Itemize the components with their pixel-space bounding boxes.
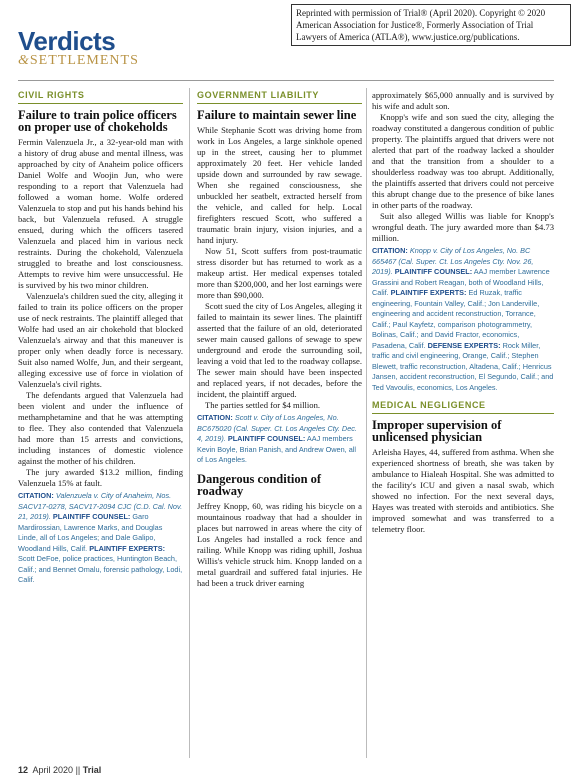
- case-info: [197, 413, 362, 466]
- paragraph: The parties settled for $4 million.: [205, 400, 321, 410]
- page-footer: [18, 765, 101, 775]
- logo-ampersand: &: [18, 53, 30, 68]
- paragraph: The jury awarded $13.2 million, finding Valenzuela 15% at fault.: [18, 467, 183, 488]
- article-headline: Dangerous condition of roadway: [197, 471, 322, 498]
- footer-separator: ||: [75, 765, 81, 775]
- column-civil-rights: [18, 90, 183, 586]
- plaintiff-experts-text: Scott DeFoe, police practices, Huntington Beach, Calif.; and Bennet Omalu, forensic pathology, Lodi, Calif.: [18, 554, 183, 584]
- paragraph: Valenzuela's children sued the city, alleging it failed to train its police officers on the proper use of neck restraints. The plaintiff alleged that Wolfe had used an air chokehold that blocked Valenzuela's airway and that this maneuver is proper only when deadly force is necessary. Suit also named Wolfe, Jun, and their sergeant, alleging excessive use of force in violation of Valenzuela's civil rights.: [18, 291, 183, 389]
- article-headline: Failure to train police officers on proper use of chokeholds: [18, 108, 177, 134]
- case-info: [372, 246, 554, 393]
- plaintiff-experts-label: PLAINTIFF EXPERTS:: [390, 288, 467, 297]
- paragraph: Suit also alleged Willis was liable for Knopp's wrongful death. The jury awarded more than $4.73 million.: [372, 211, 554, 243]
- citation-label: CITATION:: [372, 246, 408, 255]
- permission-notice: Reprinted with permission of Trial® (April 2020). Copyright © 2020 American Association for Justice®, Formerly Association of Trial Lawyers of America (ATLA®), www.justice.org/publications.: [291, 4, 571, 46]
- defense-experts-text: Rock Miller, traffic and civil engineering, Orange, Calif.; Stephen Blewett, traffic reconstruction, Altadena, Calif.; Henricus Jansen, accident reconstruction, El Segundo, Calif.; and Ted Vavoulis, economics, Los Angeles.: [372, 340, 554, 392]
- verdicts-settlements-logo: [18, 28, 139, 68]
- logo-subtitle-text: SETTLEMENTS: [29, 53, 139, 68]
- column-divider: [366, 88, 367, 758]
- column-government-liability: [197, 90, 362, 589]
- citation-label: CITATION:: [18, 491, 54, 500]
- plaintiff-counsel-text: Garo Mardirossian, Lawrence Marks, and Douglas Linde, all of Los Angeles; and Dale Galipo, Woodland Hills, Calif.: [18, 512, 163, 553]
- logo-subtitle: [18, 54, 139, 68]
- paragraph: Arleisha Hayes, 44, suffered from asthma. When she experienced shortness of breath, she was taken by ambulance to Hialeah Hospital. She was admitted to the facility's ICU and given a nasal swab, which showed no infection. For the next several days, Hayes was treated with steroids and antibiotics. She improved somewhat and was transferred to a telemetry floor.: [372, 447, 554, 534]
- paragraph: Jeffrey Knopp, 60, was riding his bicycle on a mountainous roadway that had a shoulder in places but narrowed in areas where the city of Los Angeles had installed a rock fence and railing. While Knopp was riding uphill, Joshua Willis's vehicle struck him. Knopp landed on a metal guardrail and suffered fatal injuries. He had been a truck driver earning: [197, 500, 362, 588]
- article-headline: Improper supervision of unlicensed physician: [372, 418, 502, 444]
- paragraph: Now 51, Scott suffers from post-traumatic stress disorder but has returned to work as a makeup artist. Her medical expenses totaled more than $200,000, and her lost earnings were more than $90,000.: [197, 246, 362, 300]
- plaintiff-counsel-text: AAJ members Kevin Boyle, Brian Panish, and Andrew Owen, all of Los Angeles.: [197, 434, 356, 464]
- logo-title: Verdicts: [18, 26, 116, 56]
- paragraph: Fermin Valenzuela Jr., a 32-year-old man with a history of drug abuse and mental illness, was approached by city of Anaheim police officers Daniel Wolfe and Woojin Jun, who were responding to a report that Valenzuela had followed a woman home. Wolfe ordered Valenzuela to stop and put his hands behind his back, but Valenzuela refused. A struggle ensued, during which the officers tasered Valenzuela and placed him in various neck restraints. During the chokehold, Valenzuela struggled to breathe and lost consciousness. Attempts to revive him were unsuccessful. He is survived by his two minor children.: [18, 137, 183, 290]
- column-divider: [189, 88, 190, 758]
- section-heading: MEDICAL NEGLIGENCE: [372, 400, 554, 414]
- citation-text: Valenzuela v. City of Anaheim, Nos. SACV17-0278, SACV17-2094 CJC (C.D. Cal. Nov. 21, 2019).: [18, 491, 183, 521]
- plaintiff-counsel-text: AAJ member Lawrence Grassini and Robert Reagan, both of Woodland Hills, Calif.: [372, 267, 550, 297]
- defense-experts-label: DEFENSE EXPERTS:: [427, 340, 501, 350]
- citation-text: Scott v. City of Los Angeles, No. BC675020 (Cal. Super. Ct. Los Angeles Cty. Dec. 4, 2019).: [197, 413, 357, 443]
- magazine-name: Trial: [82, 765, 102, 775]
- section-heading: GOVERNMENT LIABILITY: [197, 90, 362, 104]
- citation-label: CITATION:: [197, 413, 233, 422]
- citation-text: Knopp v. City of Los Angeles, No. BC 665467 (Cal. Super. Ct. Los Angeles Cty. Nov. 26, 2019).: [372, 246, 534, 276]
- article-headline: Failure to maintain sewer line: [197, 108, 357, 122]
- column-continued: [372, 90, 554, 535]
- page-number: 12: [18, 765, 29, 775]
- plaintiff-counsel-label: PLAINTIFF COUNSEL:: [394, 267, 473, 276]
- plaintiff-counsel-label: PLAINTIFF COUNSEL:: [52, 512, 131, 521]
- section-heading: CIVIL RIGHTS: [18, 90, 183, 104]
- header-divider: [18, 80, 554, 81]
- paragraph: Knopp's wife and son sued the city, alleging the roadway constituted a dangerous condition of public property. The plaintiffs argued that drivers were not alerted that part of the roadway lacked a shoulder and that the transition from a shoulder to a shoulderless roadway was too abrupt. Additionally, the plaintiffs asserted that drivers could not perceive this abrupt change due to the presence of bike lanes in other parts of the roadway.: [372, 112, 554, 210]
- plaintiff-experts-text: Ed Ruzak, traffic engineering, Fountain Valley, Calif.; Jon Landerville, engineering and accident reconstruction, Torrance, Calif.; Paul Kayfetz, comparison photogrammetry, Bolinas, Calif.; and David Fractor, economics, Pasadena, Calif.: [372, 288, 540, 350]
- paragraph: approximately $65,000 annually and is survived by his wife and adult son.: [372, 90, 554, 111]
- plaintiff-experts-label: PLAINTIFF EXPERTS:: [89, 543, 166, 553]
- issue-date: April 2020: [32, 765, 74, 775]
- paragraph: While Stephanie Scott was driving home from work in Los Angeles, a large sinkhole opened up in the street, causing her to plummet approximately 20 feet. Her vehicle landed upside down and surrounded by raw sewage. When she regained consciousness, she unbuckled her seatbelt, extracted herself from the vehicle, and called for help. Local firefighters rescued Scott, who suffered a traumatic brain injury, vision injuries, and a hand injury.: [197, 125, 362, 245]
- plaintiff-counsel-label: PLAINTIFF COUNSEL:: [227, 434, 306, 443]
- paragraph: The defendants argued that Valenzuela had been violent and under the influence of methamphetamine and that he was attempting to flee. They also contended that Valenzuela had more than 15 arrests and convictions, including instances of domestic violence against the mother of his children.: [18, 390, 183, 466]
- case-info: [18, 491, 183, 586]
- paragraph: Scott sued the city of Los Angeles, alleging it failed to maintain its sewer lines. The plaintiff asserted that the failure of an old, deteriorated sewer main caused gallons of sewage to spew underground and erode the surrounding soil, leaving a void that led to the roadway collapse. The sewer main should have been inspected and replaced years, if not decades, before the incident, the plaintiff argued.: [197, 301, 362, 399]
